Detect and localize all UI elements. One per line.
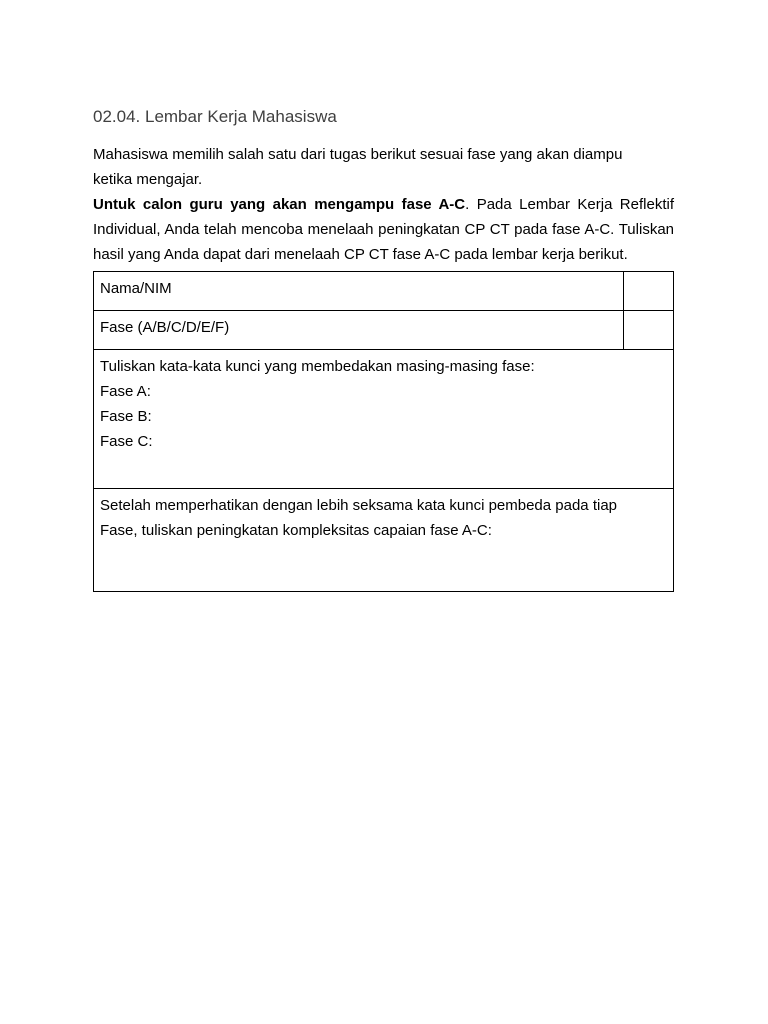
task-paragraph [93, 192, 674, 267]
phase-value-cell[interactable] [624, 311, 674, 350]
task-bold-text: Untuk calon guru yang akan mengampu fase A-C [93, 196, 466, 213]
complexity-row [94, 489, 674, 592]
task-rest-text: . Pada Lembar Kerja Reflektif Individual, Anda telah mencoba menelaah peningkatan CP CT pada fase A-C. Tuliskan hasil yang Anda dapat dari menelaah CP CT fase A-C pada lembar kerja berikut. [93, 196, 674, 263]
name-label-cell: Nama/NIM [94, 272, 624, 311]
intro-line-2: ketika mengajar. [93, 171, 203, 188]
complexity-prompt-line-2: Fase, tuliskan peningkatan kompleksitas capaian fase A-C: [100, 522, 492, 539]
worksheet-page [93, 104, 674, 592]
phase-row [94, 311, 674, 350]
intro-line-1: Mahasiswa memilih salah satu dari tugas berikut sesuai fase yang akan diampu [93, 146, 623, 163]
phase-b-label: Fase B: [100, 408, 152, 425]
phase-a-label: Fase A: [100, 383, 151, 400]
complexity-cell[interactable] [94, 489, 674, 592]
page-title: 02.04. Lembar Kerja Mahasiswa [93, 107, 337, 126]
intro-paragraph [93, 142, 674, 192]
phase-label-cell: Fase (A/B/C/D/E/F) [94, 311, 624, 350]
worksheet-table [93, 271, 674, 592]
name-value-cell[interactable] [624, 272, 674, 311]
phase-c-label: Fase C: [100, 433, 153, 450]
complexity-prompt-line-1: Setelah memperhatikan dengan lebih seksama kata kunci pembeda pada tiap [100, 497, 618, 514]
name-row [94, 272, 674, 311]
keywords-cell[interactable] [94, 350, 674, 489]
keywords-row [94, 350, 674, 489]
keywords-prompt: Tuliskan kata-kata kunci yang membedakan masing-masing fase: [100, 358, 535, 375]
